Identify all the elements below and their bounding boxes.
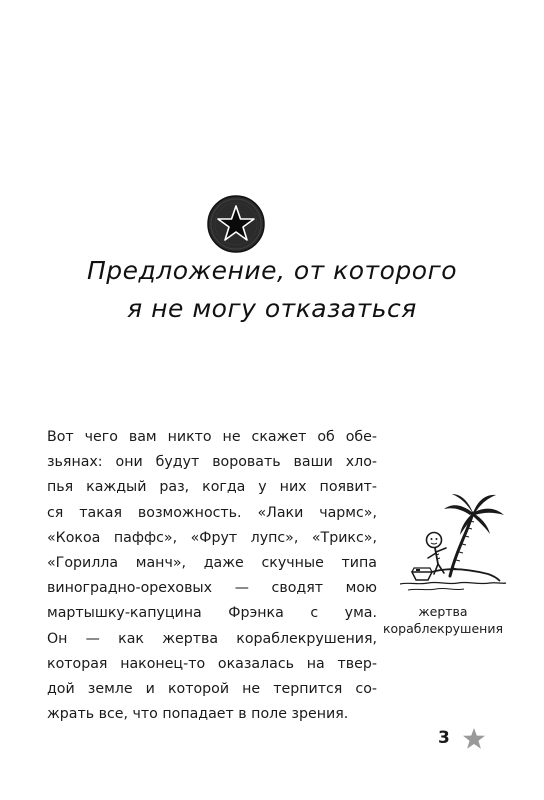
chapter-title-line-1: Предложение, от которого — [86, 256, 458, 285]
chapter-star-badge-icon — [206, 194, 266, 254]
body-line: Он — как жертва кораблекрушения, — [47, 630, 377, 647]
star-icon — [462, 727, 486, 750]
body-line: дой земле и которой не терпится со- — [47, 681, 377, 698]
chapter-title-line-2: я не могу отказаться — [127, 294, 417, 323]
body-line: виноградно-ореховых — сводят мою — [47, 580, 377, 597]
body-line: Вот чего вам никто не скажет об обе- — [47, 429, 377, 445]
body-line: зьянах: они будут воровать ваши хло- — [47, 454, 377, 471]
page-number: 3 — [438, 728, 450, 748]
caption-line-1: жертва — [418, 604, 468, 619]
illustration-caption — [378, 603, 508, 637]
body-line: «Кокоа паффс», «Фрут лупс», «Трикс», — [47, 529, 377, 546]
body-paragraph — [47, 425, 377, 727]
chapter-title — [0, 252, 544, 328]
caption-line-2: кораблекрушения — [382, 621, 503, 636]
body-line: которая наконец-то оказалась на твер- — [47, 655, 377, 672]
body-line: жрать все, что попадает в поле зрения. — [47, 706, 349, 723]
castaway-island-drawing — [398, 488, 508, 596]
body-line: «Горилла манч», даже скучные типа — [47, 555, 377, 572]
body-line: пья каждый раз, когда у них появит- — [47, 479, 377, 496]
body-line: ся такая возможность. «Лаки чармс», — [47, 504, 377, 521]
body-line: мартышку-капуцина Фрэнка с ума. — [47, 605, 377, 622]
